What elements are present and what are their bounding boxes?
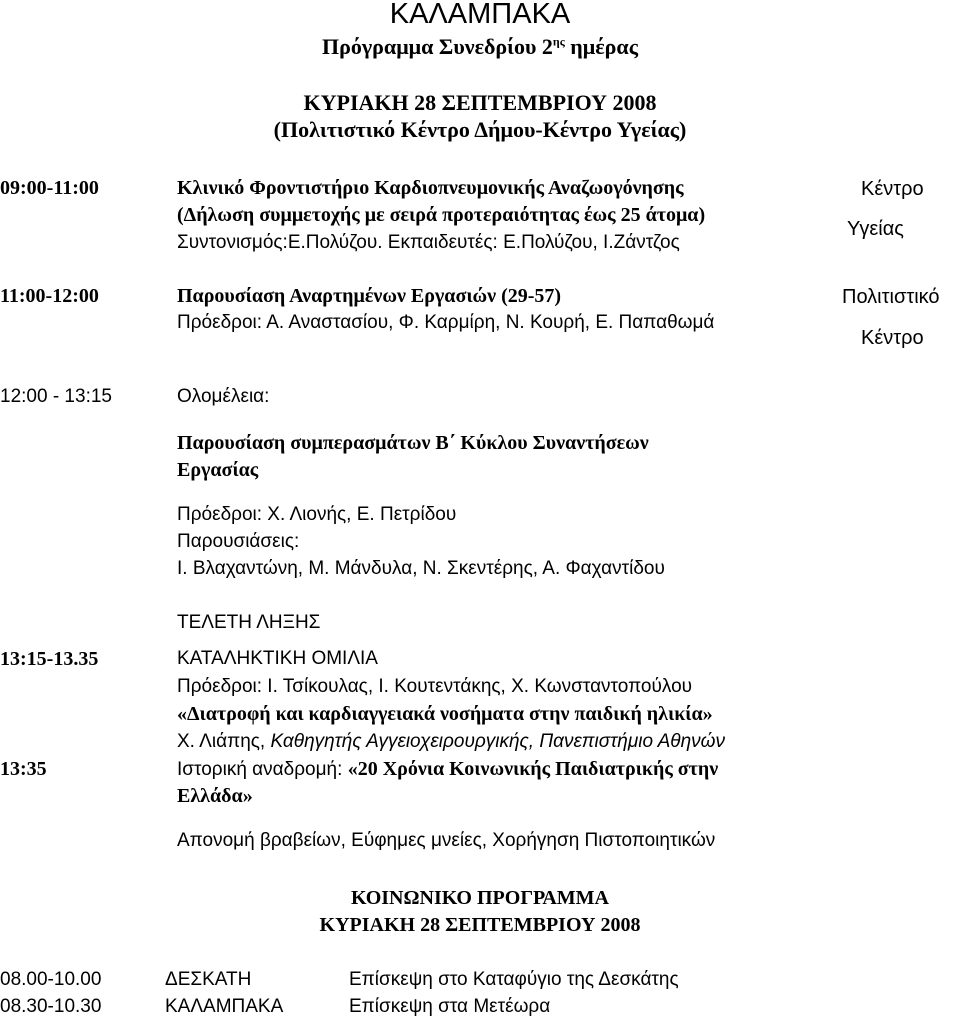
venue-line: (Πολιτιστικό Κέντρο Δήμου-Κέντρο Υγείας): [273, 117, 687, 142]
session-2-title: Παρουσίαση Αναρτημένων Εργασιών (29-57): [177, 285, 562, 307]
social-item-2-place: ΚΑΛΑΜΠΑΚΑ: [165, 996, 284, 1017]
page-subtitle: [0, 34, 960, 60]
session-4-chairs: Πρόεδροι: Ι. Τσίκουλας, Ι. Κουτεντάκης, Χ. Κωνσταντοπούλου: [177, 676, 693, 697]
session-3-title-2: Εργασίας: [177, 459, 259, 481]
session-3-title-1: Παρουσίαση συμπερασμάτων Β΄ Κύκλου Συναντήσεων: [177, 432, 649, 454]
session-3-time: 12:00 - 13:15: [0, 386, 112, 407]
session-4-time: 13:15-13.35: [0, 648, 99, 670]
session-1-time: 09:00-11:00: [0, 177, 99, 199]
subtitle-suffix: ημέρας: [564, 34, 638, 59]
session-4-pre-heading: ΤΕΛΕΤΗ ΛΗΞΗΣ: [177, 612, 321, 633]
session-3-label: Ολομέλεια:: [177, 386, 270, 407]
session-1-location-2: Υγείας: [847, 218, 904, 240]
session-3-presenters: Ι. Βλαχαντώνη, Μ. Μάνδυλα, Ν. Σκεντέρης, Α. Φαχαντίδου: [177, 558, 665, 579]
session-1-note: (Δήλωση συμμετοχής με σειρά προτεραιότητας έως 25 άτομα): [177, 204, 706, 226]
subtitle-sup: ης: [552, 34, 565, 49]
speaker-name: Χ. Λιάπης,: [177, 731, 271, 752]
social-heading: ΚΟΙΝΩΝΙΚΟ ΠΡΟΓΡΑΜΜΑ: [351, 887, 609, 909]
session-4-heading: ΚΑΤΑΛΗΚΤΙΚΗ ΟΜΙΛΙΑ: [177, 648, 378, 669]
session-1-coordinators: Συντονισμός:Ε.Πολύζου. Εκπαιδευτές: Ε.Πολύζου, Ι.Ζάντζος: [177, 232, 680, 253]
session-5-intro: Ιστορική αναδρομή:: [177, 759, 348, 780]
session-3-chairs: Πρόεδροι: Χ. Λιονής, Ε. Πετρίδου: [177, 504, 457, 525]
session-2-chairs: Πρόεδροι: Α. Αναστασίου, Φ. Καρμίρη, Ν. Κουρή, Ε. Παπαθωμά: [177, 312, 715, 333]
session-5-title-2: Ελλάδα»: [177, 785, 253, 807]
session-2-time: 11:00-12:00: [0, 285, 99, 307]
social-item-1-time: 08.00-10.00: [0, 969, 102, 990]
social-date: ΚΥΡΙΑΚΗ 28 ΣΕΠΤΕΜΒΡΙΟΥ 2008: [319, 914, 641, 936]
session-2-location-2: Κέντρο: [861, 327, 924, 349]
session-4-speaker: [177, 731, 725, 753]
session-5-time: 13:35: [0, 758, 47, 780]
session-5-title-line-1: [177, 758, 718, 781]
social-item-1-place: ΔΕΣΚΑΤΗ: [165, 969, 252, 990]
speaker-role: Καθηγητής Αγγειοχειρουργικής, Πανεπιστήμιο Αθηνών: [270, 731, 725, 752]
subtitle-prefix: Πρόγραμμα Συνεδρίου 2: [321, 34, 553, 59]
session-3-presentations-label: Παρουσιάσεις:: [177, 531, 300, 552]
social-item-2-activity: Επίσκεψη στα Μετέωρα: [349, 996, 551, 1017]
session-5-title-1: «20 Χρόνια Κοινωνικής Παιδιατρικής στην: [347, 758, 719, 780]
social-item-1-activity: Επίσκεψη στο Καταφύγιο της Δεσκάτης: [349, 969, 679, 990]
social-item-2-time: 08.30-10.30: [0, 996, 102, 1017]
date-line: ΚΥΡΙΑΚΗ 28 ΣΕΠΤΕΜΒΡΙΟΥ 2008: [303, 90, 657, 115]
session-2-location-1: Πολιτιστικό: [842, 286, 940, 308]
session-4-talk-title: «Διατροφή και καρδιαγγειακά νοσήματα στην παιδική ηλικία»: [177, 703, 713, 725]
session-5-awards: Απονομή βραβείων, Εύφημες μνείες, Χορήγηση Πιστοποιητικών: [177, 830, 716, 851]
page-title: ΚΑΛΑΜΠΑΚΑ: [389, 0, 571, 30]
session-1-location-1: Κέντρο: [861, 178, 924, 200]
session-1-title: Κλινικό Φροντιστήριο Καρδιοπνευμονικής Αναζωογόνησης: [177, 177, 684, 199]
